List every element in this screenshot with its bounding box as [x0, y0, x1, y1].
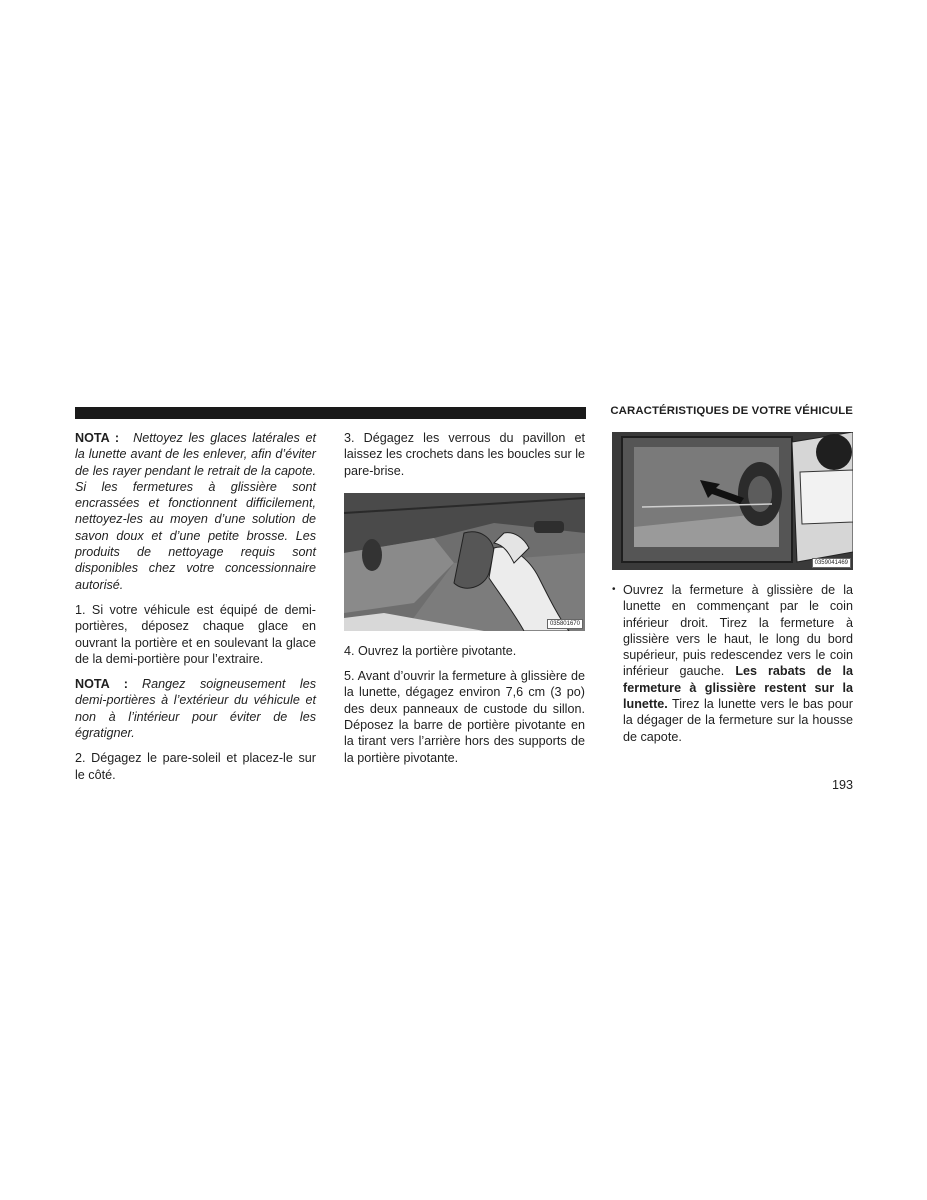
bullet-marker: •	[612, 584, 616, 595]
roof-latch-illustration	[344, 493, 585, 631]
note-label: NOTA :	[75, 677, 129, 692]
figure-roof-latch	[344, 493, 585, 631]
page-number: 193	[831, 778, 853, 792]
column-right	[612, 430, 853, 745]
step-1-text: 1. Si votre véhicule est équipé de demi-portières, déposez chaque glace en ouvrant la portière et en soulevant la glace de la demi-portière pour l’extraire.	[75, 602, 316, 666]
section-header-bar	[75, 407, 586, 419]
step-2-text: 2. Dégagez le pare-soleil et placez-le sur le côté.	[75, 751, 316, 782]
section-title: CARACTÉRISTIQUES DE VOTRE VÉHICULE	[610, 405, 853, 417]
bullet-text-part: Tirez la lunette vers le bas pour la dégager de la fermeture sur la housse de capote.	[623, 697, 853, 744]
figure-swing-gate	[612, 432, 853, 570]
note-label: NOTA :	[75, 431, 120, 445]
note-text: Nettoyez les glaces latérales et la lunette avant de les enlever, afin d’éviter de les rayer pendant le retrait de la capote. Si les fermetures à glissière sont encrassées et fonctionnent difficilement, nettoyez-les au moyen d’une solution de savon doux et d’une petite brosse. Les produits de nettoyage requis sont disponibles chez votre concessionnaire autorisé.	[75, 431, 317, 592]
bullet-text	[623, 582, 853, 745]
step-5-text: 5. Avant d’ouvrir la fermeture à glissière de la lunette, dégagez environ 7,6 cm (3 po) des deux panneaux de custode du sillon. Déposez la barre de portière pivotante en la tirant vers l’arrière hors des supports de la portière pivotante.	[344, 669, 585, 765]
step-4-text: 4. Ouvrez la portière pivotante.	[344, 643, 517, 658]
step-3-text: 3. Dégagez les verrous du pavillon et laissez les crochets dans les boucles sur le pare-brise.	[344, 431, 585, 478]
note-text: Rangez soigneusement les demi-portières à l’extérieur du véhicule et non à l’intérieur pour éviter de les égratigner.	[75, 677, 317, 741]
column-left	[75, 430, 316, 792]
note-paragraph	[75, 430, 316, 593]
swing-gate-illustration	[612, 432, 853, 570]
figure-code: 0359041469	[812, 558, 851, 568]
figure-code: 035801670	[547, 619, 583, 629]
bullet-text-emphasis: Les rabats de la fermeture à glissière restent sur la lunette.	[623, 664, 853, 712]
column-middle	[344, 430, 585, 775]
bullet-item	[612, 582, 853, 745]
bullet-text-part: Ouvrez la fermeture à glissière de la lunette en commençant par le coin inférieur droit. Tirez la fermeture à glissière vers le haut, le long du bord supérieur, puis redescendez vers le coin inférieur gauche.	[623, 583, 853, 679]
note-paragraph	[75, 676, 316, 741]
